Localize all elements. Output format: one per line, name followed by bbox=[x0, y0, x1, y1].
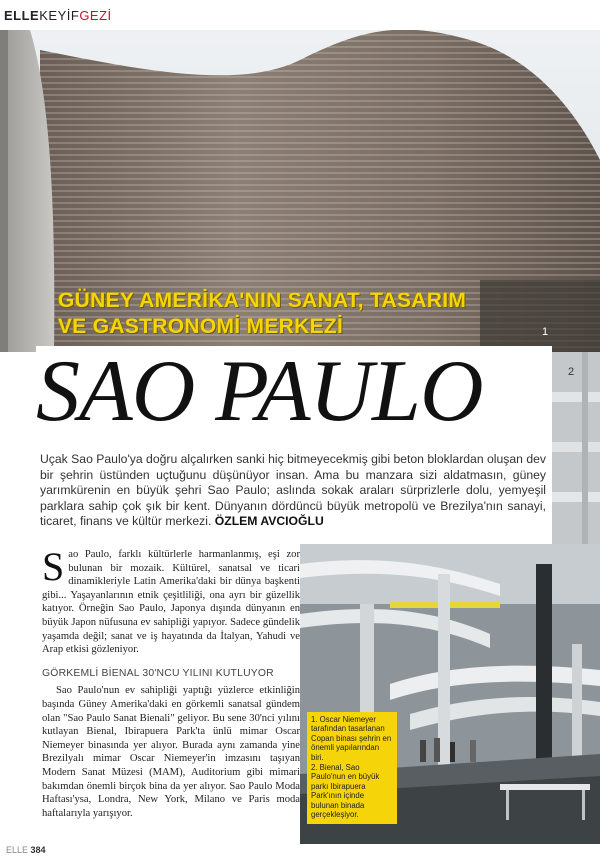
caption-item-1: 1. Oscar Niemeyer tarafından tasarlanan Copan binası şehrin en önemli yapılarından biri. bbox=[311, 715, 392, 762]
figure-number-2: 2 bbox=[568, 366, 575, 378]
page-footer bbox=[6, 845, 46, 855]
strip-illustration bbox=[552, 352, 600, 544]
drop-cap: S bbox=[42, 544, 65, 589]
footer-brand: ELLE bbox=[6, 845, 29, 855]
body-paragraph-1 bbox=[42, 544, 300, 657]
photo-caption-box bbox=[307, 712, 397, 824]
section-subhead: GÖRKEMLİ BİENAL 30'NCU YILINI KUTLUYOR bbox=[42, 667, 274, 679]
body-paragraph-2: Sao Paulo'nun ev sahipliği yaptığı yüzlerce etkinliğin başında Güney Amerika'daki en görkemli sanatsal gündem olan "Sao Paulo Sanat Bienali" geliyor. Bu sene 30'nci yılını kutlayan Bienal, Ibirapuera Park'ta ünlü mimar Oscar Niemeyer binasında yer alıyor. Burada aynı zamanda yine Brezilyalı mimar Oscar Niemeyer'in imzasını taşıyan Modern Sanat Müzesi (MAM), Auditorium gibi mimari bakımdan önemli birçok bina da yer alıyor. Sao Paulo Moda Haftası'ysa, Londra, New York, Milano ve Paris moda haftalarıyla yarışıyor. bbox=[42, 685, 300, 819]
overtitle bbox=[58, 288, 466, 340]
figure-number-1: 1 bbox=[542, 326, 549, 338]
author-name: ÖZLEM AVCIOĞLU bbox=[214, 514, 324, 529]
overtitle-line-1: GÜNEY AMERİKA'NIN SANAT, TASARIM bbox=[58, 289, 467, 312]
page-number: 384 bbox=[30, 845, 46, 855]
photo-strip-right bbox=[552, 352, 600, 544]
overtitle-line-2: VE GASTRONOMİ MERKEZİ bbox=[58, 315, 344, 338]
lead-text: Uçak Sao Paulo'ya doğru alçalırken sanki hiç bitmeyecekmiş gibi beton bloklardan oluşan dev bir şehrin üstünden uçtuğunu düşünüyor insan. Ama bu manzara sizi aldatmasın, güney yarımkürenin en büyük şehri Sao Paulo; aslında sokak araları sürprizlerle dolu, yemyeşil parklara sahip çok şık bir kent. Dünyanın dördüncü büyük metropolü ve Brezilya'nın sanayi, ticaret, finans ve kültür merkezi. bbox=[40, 452, 546, 529]
article-title-box bbox=[36, 343, 552, 448]
masthead-keyif: KEYİF bbox=[39, 8, 80, 23]
masthead-gezi: GEZİ bbox=[79, 8, 112, 23]
masthead-elle: ELLE bbox=[4, 8, 40, 23]
body-paragraph-1-text: ao Paulo, farklı kültürlerle harmanlanmış, eşi zor bulunan bir mozaik. Kültürel, sanatsal ve ticari dinamikleriyle Latin Amerika'daki bir dünya başkenti gibi... Yaşayanlarının etnik çeşitliliği, ona ayrı bir güzellik katıyor. Örneğin Sao Paulo, Japonya dışında dünyanın en büyük Japon nüfusuna ev sahipliği yapıyor. Sadece gündelik yaşamda değil; sanat ve iş hayatında da İtalyan, Yahudi ve Arap etkisi gözleniyor. bbox=[42, 549, 300, 656]
caption-item-2: 2. Bienal, Sao Paulo'nun en büyük parkı Ibirapuera Park'ının içinde bulunan binada gerçekleşiyor. bbox=[311, 763, 380, 820]
article-title: SAO PAULO bbox=[36, 343, 483, 440]
lead-paragraph bbox=[40, 452, 546, 530]
body-column bbox=[42, 544, 300, 820]
section-masthead bbox=[4, 8, 112, 23]
